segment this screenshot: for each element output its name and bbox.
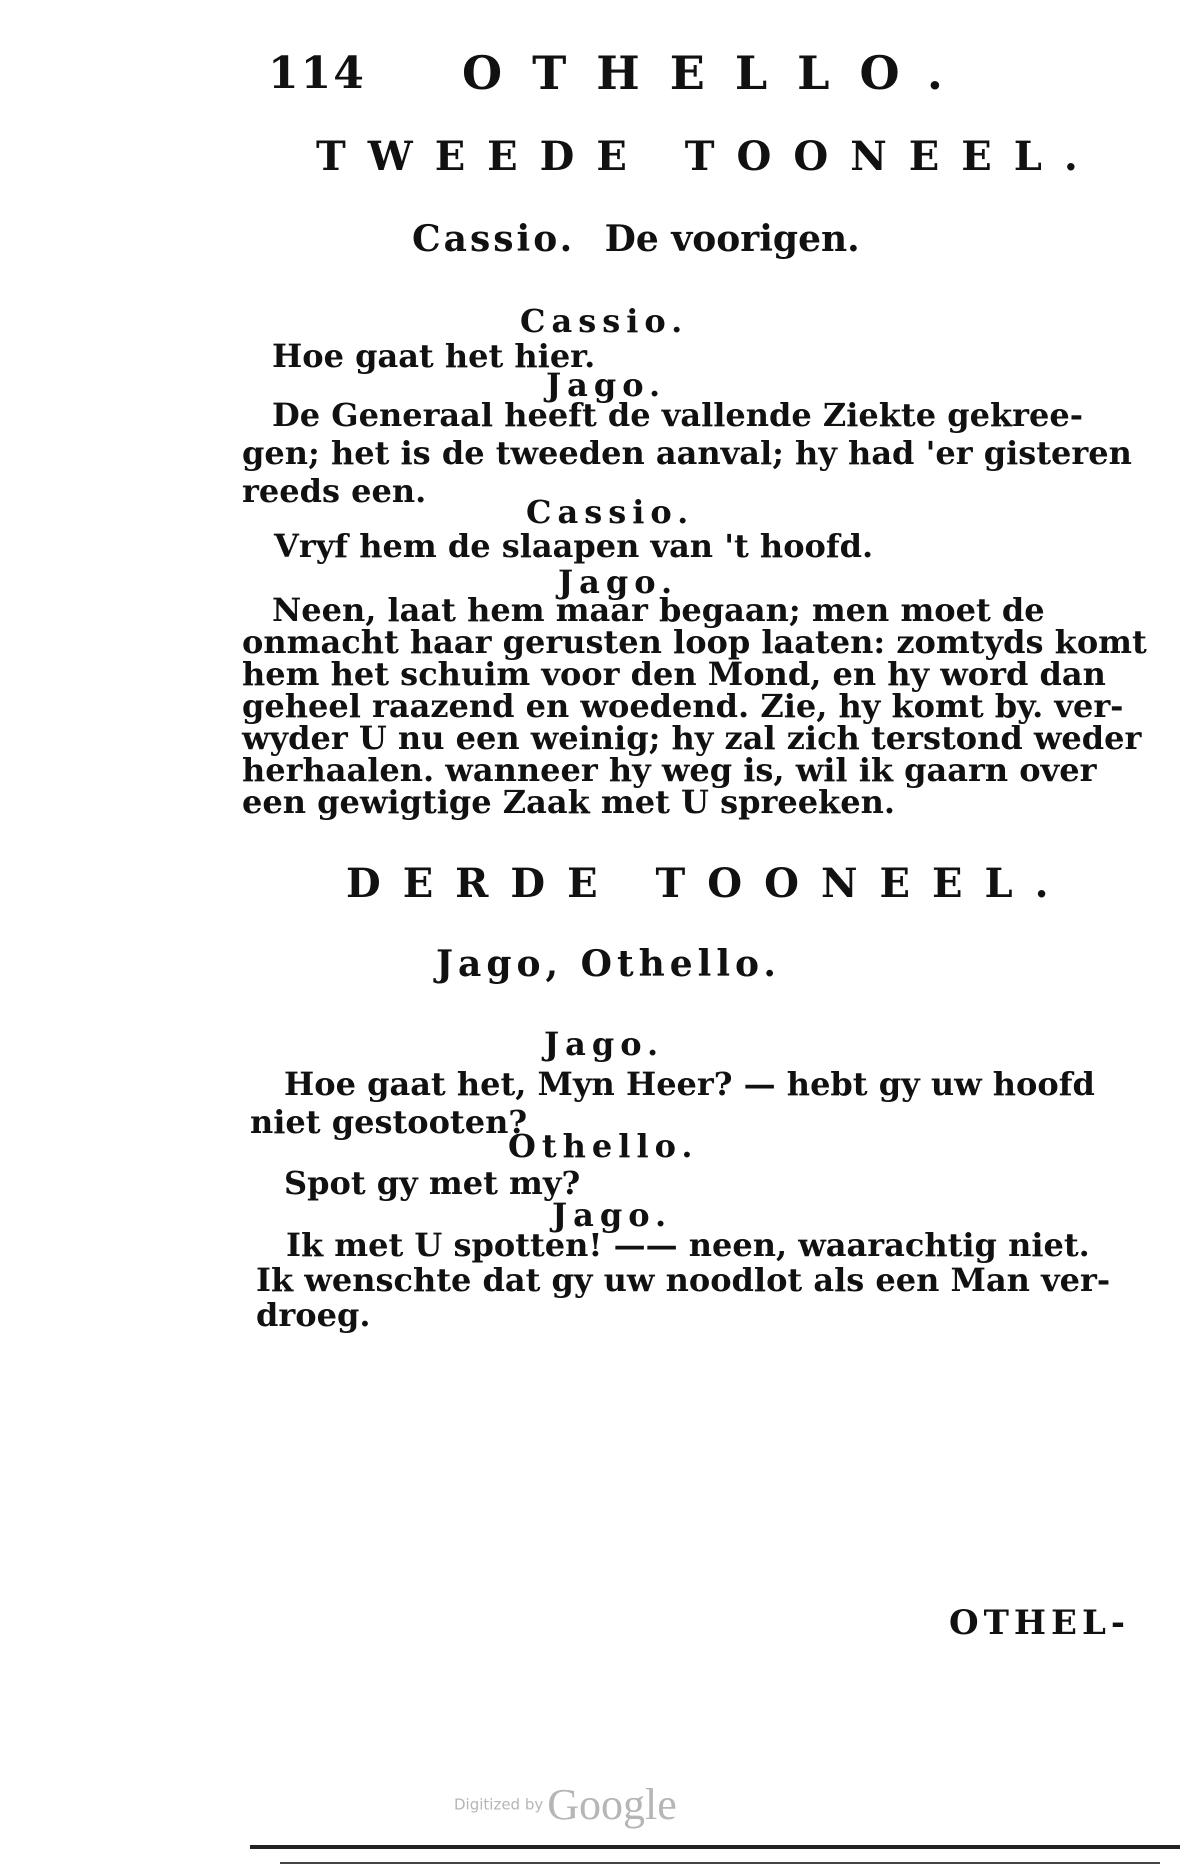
speech-line: onmacht haar gerusten loop laaten: zomtyds komt [242, 623, 1147, 661]
speech-line: Neen, laat hem maar begaan; men moet de [272, 591, 1045, 629]
catchword: OTHEL- [949, 1603, 1130, 1643]
scene-2-heading: TWEEDE TOONEEL. [316, 133, 1100, 180]
speech-line: Ik met U spotten! —— neen, waarachtig niet. [286, 1226, 1090, 1264]
page-edge-rule [280, 1862, 1160, 1864]
speaker-label: Jago. [552, 1196, 673, 1234]
speaker-label: Cassio. [526, 493, 695, 531]
speech-line: Ik wenschte dat gy uw noodlot als een Man ver- [256, 1261, 1111, 1299]
speech-text [284, 1164, 1130, 1202]
scene-2-cast-note: De voorigen. [604, 218, 860, 260]
speech-line: herhaalen. wanneer hy weg is, wil ik gaarn over [242, 751, 1097, 789]
running-title: OTHELLO. [462, 46, 973, 100]
speech-line: geheel raazend en woedend. Zie, hy komt by. ver- [242, 687, 1124, 725]
speech-line: niet gestooten? [250, 1103, 528, 1141]
speech-line: reeds een. [242, 472, 427, 510]
speech-text [242, 591, 1147, 821]
speaker-label: Othello. [508, 1127, 699, 1165]
speech-text [272, 337, 1118, 375]
speech-text [250, 1065, 1130, 1141]
scene-2-cast-character: Cassio. [412, 218, 576, 260]
speech-line: Hoe gaat het hier. [272, 337, 596, 375]
page-edge-rule [250, 1845, 1180, 1849]
scene-3-cast: Jago, Othello. [436, 943, 781, 985]
speech-line: droeg. [256, 1296, 371, 1334]
watermark-prefix: Digitized by [454, 1795, 544, 1814]
digitized-watermark [454, 1779, 677, 1830]
speech-line: gen; het is de tweeden aanval; hy had 'er gisteren [242, 434, 1132, 472]
speaker-label: Cassio. [520, 302, 689, 340]
speaker-label: Jago. [544, 1025, 665, 1063]
speech-line: Hoe gaat het, Myn Heer? — hebt gy uw hoofd [284, 1065, 1095, 1103]
speaker-label: Jago. [546, 366, 667, 404]
speech-line: een gewigtige Zaak met U spreeken. [242, 783, 895, 821]
speech-text [242, 396, 1132, 510]
google-logo: Google [547, 1780, 677, 1829]
speech-line: Spot gy met my? [284, 1164, 581, 1202]
speech-line: hem het schuim voor den Mond, en hy word dan [242, 655, 1106, 693]
scene-3-heading: DERDE TOONEEL. [346, 860, 1071, 907]
speech-line: Vryf hem de slaapen van 't hoofd. [274, 527, 874, 565]
speech-line: wyder U nu een weinig; hy zal zich terstond weder [242, 719, 1142, 757]
speech-text [274, 527, 1120, 565]
page-number: 114 [268, 48, 366, 99]
scene-2-cast [412, 218, 860, 260]
speech-line: De Generaal heeft de vallende Ziekte gekree- [272, 396, 1083, 434]
speech-text [256, 1226, 1132, 1334]
speaker-label: Jago. [558, 563, 679, 601]
